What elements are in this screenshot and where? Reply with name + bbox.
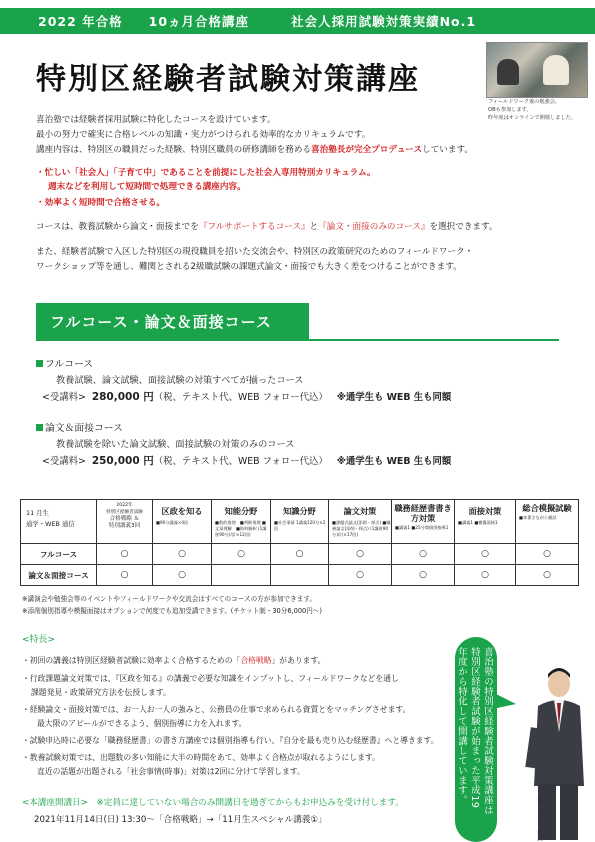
principal-photo <box>522 658 592 842</box>
feature-bullet-cont: 週末などを利用して短時間で処理できる講座内容。 <box>48 182 246 192</box>
feature-bullet: ・忙しい「社会人」「子育て中」であることを前提にした社会人専用特別カリキュラム。 <box>36 168 376 178</box>
top-banner <box>0 8 595 34</box>
photo-caption-line: OBも参加します。 <box>488 107 532 113</box>
col-title: 面接対策 <box>468 506 502 516</box>
bubble-text: 喜治塾の特別区経験者試験対策講座は <box>482 647 493 816</box>
circle-mark: ○ <box>392 565 455 586</box>
col-header <box>271 500 329 544</box>
intro-line: 喜治塾では経験者採用試験に特化したコースを設けています。 <box>36 115 276 125</box>
price-value: 250,000 円 <box>91 455 154 467</box>
circle-mark: ○ <box>455 565 516 586</box>
first-col-line: 合格戦略 ＆ <box>109 516 140 522</box>
feature-bullet: ・効率よく短時間で合格させる。 <box>36 198 165 208</box>
col-title: 知識分野 <box>283 506 316 516</box>
photo-caption-line: 昨年度はオンラインで開催しました。 <box>488 115 577 121</box>
table-row <box>21 565 579 586</box>
table-note: ※講演会や勉強会等のイベントやフィールドワークや交流会はすべてのコースの方が参加できます。 <box>22 595 316 603</box>
course-select-part: を選択できます。 <box>429 222 498 232</box>
page-title: 特別区経験者試験対策講座 <box>36 62 420 97</box>
web-note: ※通学生も WEB 生も同額 <box>336 392 452 403</box>
full-support-highlight: 『フルサポートするコース』 <box>198 222 310 232</box>
intro-text: しています。 <box>422 145 473 155</box>
circle-mark: ○ <box>516 565 579 586</box>
circle-mark <box>271 565 329 586</box>
essay-course-name <box>36 422 123 436</box>
col-header-strategy <box>97 500 153 544</box>
col-title: 職務経歴書書き方対策 <box>394 503 452 523</box>
table-corner <box>21 500 97 544</box>
exchange-line: また、経験者試験で入区した特別区の現役職員を招いた交流会や、特別区の政策研究のためのフィールドワーク・ <box>36 247 474 257</box>
col-title: 総合模擬試験 <box>522 503 572 513</box>
schedule-heading: <本講座開講日> ※定員に達していない場合のみ開講日を過ぎてからもお申込みを受け付します。 <box>22 798 404 808</box>
full-course-name <box>36 358 93 372</box>
price-value: 280,000 円 <box>91 391 154 403</box>
exchange-line: ワークショップ等を通し、難関とされる2級職試験の課題式論文・面接でも大きく差をつけることができます。 <box>36 262 462 272</box>
feature-text: ・初回の講義は特別区経験者試験に効率よく合格するための「 <box>22 656 241 665</box>
col-header <box>153 500 212 544</box>
banner-year: 2022 年合格 <box>38 14 123 29</box>
feature-line: ・経験論文・面接対策では、お一人お一人の強みと、公務員の仕事で求められる資質とをマッチングさせます。 <box>22 705 411 714</box>
col-header <box>516 500 579 544</box>
circle-mark: ○ <box>153 544 212 565</box>
course-title: フルコース <box>45 359 94 370</box>
feature-line-cont: 直近の話題が出題される「社会事情(時事)」対策は2回に分けて学習します。 <box>37 767 305 776</box>
col-sub: ■本番さながら模試 <box>519 515 557 520</box>
producer-highlight: 喜治塾長が完全プロデュース <box>311 145 423 155</box>
essay-course-price <box>42 454 451 469</box>
circle-mark: ○ <box>153 565 212 586</box>
features-heading: <特長> <box>22 635 56 645</box>
col-sub: ■講義1 ■25分間個別指導1 <box>395 525 449 530</box>
course-select-part: コースは、教養試験から論文・面接までを <box>36 222 199 232</box>
col-sub: ■社会事情 1講義120分×2回 <box>274 520 326 531</box>
course-select-part: と <box>309 222 319 232</box>
col-sub: ■講義1 ■模擬面接1 <box>458 520 498 525</box>
feature-line: ・行政課題論文対策では、『区政を知る』の講義で必要な知識をインプットし、フィールドワークなどを通し <box>22 674 399 683</box>
col-sub: ■数的推理 ■判断推理 ■文章理解 ■資料解釈 (1講座90分)/計×12回) <box>215 520 267 537</box>
row-label: 論文＆面接コース <box>21 565 97 586</box>
circle-mark: ○ <box>97 544 153 565</box>
circle-mark: ○ <box>97 565 153 586</box>
price-note: （税、テキスト代、WEB フォロー代込） <box>153 392 328 403</box>
price-note: （税、テキスト代、WEB フォロー代込） <box>153 456 328 467</box>
intro-line <box>36 143 473 158</box>
full-course-desc: 教養試験、論文試験、面接試験の対策すべてが揃ったコース <box>56 375 304 386</box>
col-sub: ■課題式論文(添削・採点) ■職務論文(添削・採点) (1講座90分)/計×17回) <box>332 520 391 537</box>
web-note: ※通学生も WEB 生も同額 <box>336 456 452 467</box>
course-title: 論文＆面接コース <box>45 423 123 434</box>
course-select-text <box>36 220 498 235</box>
square-bullet-icon <box>36 424 43 431</box>
feature-line <box>22 654 325 667</box>
banner-course: 10ヵ月合格講座 <box>148 14 250 29</box>
course-comparison-table <box>20 499 579 586</box>
circle-mark: ○ <box>329 565 392 586</box>
circle-mark: ○ <box>455 544 516 565</box>
feature-text: 」があります。 <box>271 656 326 665</box>
circle-mark <box>212 565 271 586</box>
col-title: 知能分野 <box>224 506 258 516</box>
col-header <box>212 500 271 544</box>
circle-mark: ○ <box>329 544 392 565</box>
circle-mark: ○ <box>516 544 579 565</box>
photo-caption-line: フィールドワーク後の勉強会。 <box>488 99 561 105</box>
first-col-line: 特別講義3回 <box>108 522 141 529</box>
strategy-highlight: 合格戦略 <box>240 656 272 665</box>
intro-text: 講座内容は、特別区の職員だった経験、特別区職員の研修講師を務める <box>36 145 312 155</box>
square-bullet-icon <box>36 360 43 367</box>
table-row <box>21 544 579 565</box>
col-title: 論文対策 <box>343 506 377 516</box>
feature-line-cont: 課題発見・政策研究方法を伝授します。 <box>31 688 171 697</box>
col-title: 区政を知る <box>161 506 203 516</box>
schedule-line: 2021年11月14日(日) 13:30～「合格戦略」→「11月生スペシャル講義①」 <box>34 815 327 825</box>
feature-line: ・教養試験対策では、出題数の多い知能に大半の時間をあて、効率よく合格点が取れるようにします。 <box>22 753 380 762</box>
bubble-text: 年度から特化して開講しています。 <box>456 647 467 806</box>
intro-line: 最小の努力で確実に合格レベルの知識・実力がつけられる効率的なカリキュラムです。 <box>36 130 371 140</box>
first-col-line: 特別区経験者試験 <box>106 509 143 515</box>
row-label: フルコース <box>21 544 97 565</box>
feature-line-cont: 最大限のアピールができるよう、個別指導に力を入れます。 <box>37 719 247 728</box>
photo-caption <box>488 98 593 122</box>
table-note: ※添削個別指導や模擬面接はオプションで何度でも追加受講できます。(チケット制・30分6,000円～) <box>22 607 322 615</box>
circle-mark: ○ <box>212 544 271 565</box>
section-divider <box>36 339 559 341</box>
circle-mark: ○ <box>271 544 329 565</box>
banner-record: 社会人採用試験対策実績No.1 <box>291 14 477 29</box>
col-sub: ■90分講義×4回 <box>156 520 189 525</box>
bubble-text: 特別区経験者試験が始まった平成19 <box>469 647 480 809</box>
price-label: <受講料> <box>42 392 86 403</box>
section-header-label: フルコース・論文＆面接コース <box>50 312 272 331</box>
col-header <box>329 500 392 544</box>
col-header <box>455 500 516 544</box>
section-header <box>36 303 309 339</box>
essay-only-highlight: 『論文・面接のみのコース』 <box>318 222 430 232</box>
table-header-row <box>21 500 579 544</box>
first-col-line: 2022年 <box>116 503 133 508</box>
price-label: <受講料> <box>42 456 86 467</box>
circle-mark: ○ <box>392 544 455 565</box>
principal-caption: 塾長 喜治 賢次 <box>536 798 542 842</box>
study-session-photo <box>486 42 588 98</box>
full-course-price <box>42 390 451 405</box>
feature-line: ・試験申込時に必要な「職務経歴書」の書き方講座では個別指導も行い、『自分を最も売り込む経歴書』へと導きます。 <box>22 736 439 745</box>
col-header <box>392 500 455 544</box>
corner-line: 11 月生 <box>26 509 49 517</box>
essay-course-desc: 教養試験を除いた論文試験、面接試験の対策のみのコース <box>56 439 295 450</box>
corner-line: 通学・WEB 通信 <box>26 520 75 528</box>
